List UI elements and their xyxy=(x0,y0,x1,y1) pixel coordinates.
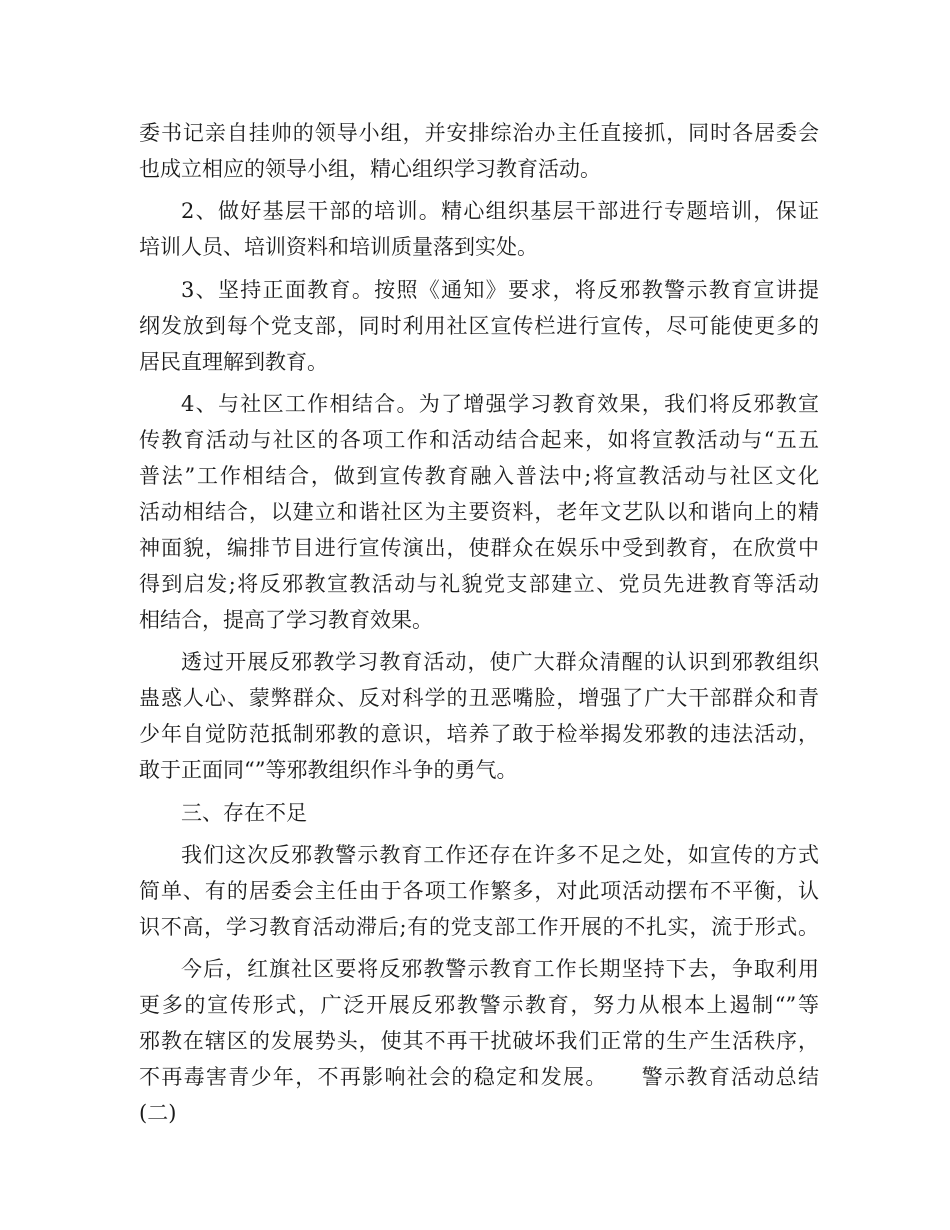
text-line: 2、做好基层干部的培训。精心组织基层干部进行专题培训，保证 xyxy=(181,199,819,223)
text-line: (二) xyxy=(139,1101,177,1125)
text-line: 神面貌，编排节目进行宣传演出，使群众在娱乐中受到教育，在欣赏中 xyxy=(139,536,819,560)
text-line: 4、与社区工作相结合。为了增强学习教育效果，我们将反邪教宣 xyxy=(181,392,819,416)
text-line: 也成立相应的领导小组，精心组织学习教育活动。 xyxy=(139,157,601,181)
text-line: 蛊惑人心、蒙弊群众、反对科学的丑恶嘴脸，增强了广大干部群众和青 xyxy=(139,686,819,710)
text-line: 纲发放到每个党支部，同时利用社区宣传栏进行宣传，尽可能使更多的 xyxy=(139,314,819,338)
text-line: 邪教在辖区的发展势头，使其不再干扰破坏我们正常的生产生活秩序， xyxy=(139,1029,819,1053)
text-line: 今后，红旗社区要将反邪教警示教育工作长期坚持下去，争取利用 xyxy=(181,957,819,981)
text-line: 敢于正面同“”等邪教组织作斗争的勇气。 xyxy=(139,758,518,782)
section-heading: 三、存在不足 xyxy=(181,801,307,825)
text-line: 我们这次反邪教警示教育工作还存在许多不足之处，如宣传的方式 xyxy=(181,843,819,867)
text-line: 更多的宣传形式，广泛开展反邪教警示教育，努力从根本上遏制“”等 xyxy=(139,993,819,1017)
text-line: 普法”工作相结合，做到宣传教育融入普法中;将宣教活动与社区文化 xyxy=(139,464,819,488)
text-line: 识不高，学习教育活动滞后;有的党支部工作开展的不扎实，流于形式。 xyxy=(139,915,819,939)
text-line: 传教育活动与社区的各项工作和活动结合起来，如将宣教活动与“五五 xyxy=(139,428,819,452)
text-line: 少年自觉防范抵制邪教的意识，培养了敢于检举揭发邪教的违法活动， xyxy=(139,722,819,746)
text-line: 活动相结合，以建立和谐社区为主要资料，老年文艺队以和谐向上的精 xyxy=(139,500,819,524)
text-line: 相结合，提高了学习教育效果。 xyxy=(139,608,433,632)
text-line: 简单、有的居委会主任由于各项工作繁多，对此项活动摆布不平衡，认 xyxy=(139,879,819,903)
text-line: 培训人员、培训资料和培训质量落到实处。 xyxy=(139,235,538,259)
text-line: 委书记亲自挂帅的领导小组，并安排综治办主任直接抓，同时各居委会 xyxy=(139,121,819,145)
text-line: 得到启发;将反邪教宣教活动与礼貌党支部建立、党员先进教育等活动 xyxy=(139,572,819,596)
text-line: 3、坚持正面教育。按照《通知》要求，将反邪教警示教育宣讲提 xyxy=(181,278,819,302)
text-line: 不再毒害青少年，不再影响社会的稳定和发展。 警示教育活动总结 xyxy=(139,1065,819,1089)
text-line: 透过开展反邪教学习教育活动，使广大群众清醒的认识到邪教组织 xyxy=(181,650,819,674)
text-line: 居民直理解到教育。 xyxy=(139,350,328,374)
